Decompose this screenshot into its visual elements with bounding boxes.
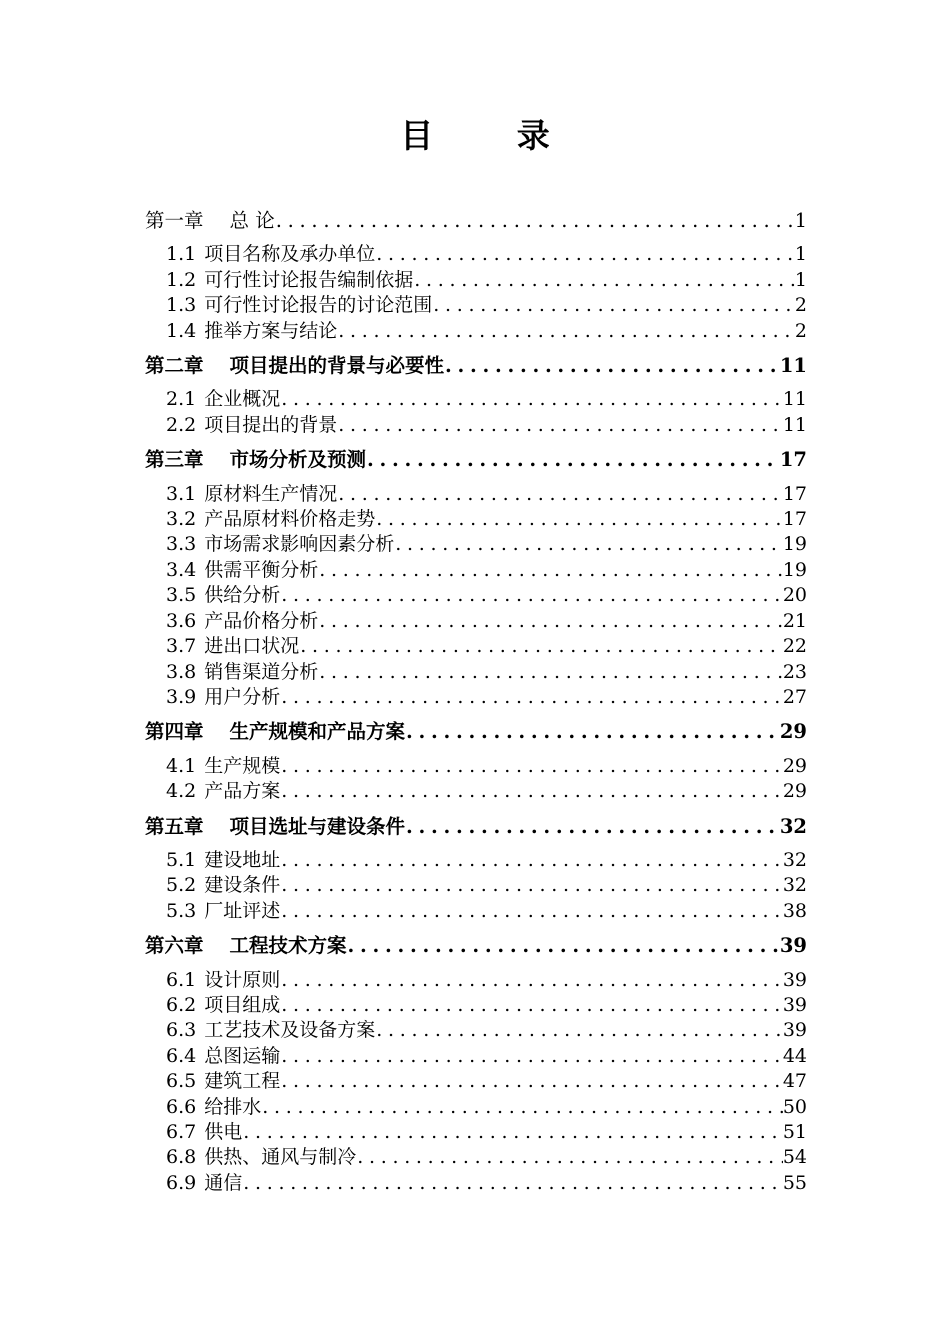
toc-chapter-entry[interactable] xyxy=(145,447,807,472)
toc-entry-title: 企业概况 xyxy=(204,388,281,411)
toc-entry-number: 3.4 xyxy=(166,558,197,581)
toc-section-entry[interactable] xyxy=(145,609,807,634)
toc-section-entry[interactable] xyxy=(145,558,807,583)
toc-entry-title: 生产规模和产品方案 xyxy=(229,720,406,744)
toc-dot-leader xyxy=(242,1120,783,1145)
toc-entry-title: 推举方案与结论 xyxy=(204,319,338,342)
toc-entry-label xyxy=(145,719,405,744)
toc-entry-title: 项目提出的背景与必要性 xyxy=(229,354,445,378)
toc-section-entry[interactable] xyxy=(145,293,807,318)
toc-page-number: 23 xyxy=(782,660,807,683)
toc-entry-number: 1.4 xyxy=(166,319,197,342)
toc-section-entry[interactable] xyxy=(145,242,807,267)
toc-section-entry[interactable] xyxy=(145,754,807,779)
toc-entry-label xyxy=(166,558,318,583)
toc-page-number: 32 xyxy=(779,814,807,838)
toc-entry-label xyxy=(166,413,337,438)
toc-dot-leader xyxy=(280,873,783,898)
toc-page-number: 17 xyxy=(779,448,807,472)
toc-entry-number: 2.2 xyxy=(166,413,197,436)
toc-page-number: 17 xyxy=(782,508,807,531)
toc-entry-number: 4.2 xyxy=(166,780,197,803)
toc-section-entry[interactable] xyxy=(145,968,807,993)
toc-page-number: 51 xyxy=(782,1121,807,1143)
toc-page-number: 47 xyxy=(782,1070,807,1093)
toc-entry-title: 项目名称及承办单位 xyxy=(204,243,376,266)
toc-dot-leader xyxy=(318,558,783,583)
toc-entry-title: 市场需求影响因素分析 xyxy=(204,533,395,556)
toc-dot-leader xyxy=(337,413,783,438)
toc-page-number: 22 xyxy=(782,635,807,658)
toc-entry-label xyxy=(166,1095,261,1120)
toc-section-entry[interactable] xyxy=(145,1171,807,1196)
toc-entry-number: 5.1 xyxy=(166,848,197,871)
toc-page-number: 17 xyxy=(782,482,807,505)
toc-entry-label xyxy=(166,848,280,873)
toc-entry-number: 3.2 xyxy=(166,508,197,531)
toc-section-entry[interactable] xyxy=(145,1145,807,1170)
table-of-contents xyxy=(145,208,807,1196)
toc-page-number: 2 xyxy=(794,294,807,317)
toc-entry-number: 1.1 xyxy=(166,243,197,266)
toc-dot-leader xyxy=(275,208,795,233)
page-title: 目 录 xyxy=(400,116,586,155)
toc-entry-label xyxy=(166,482,337,507)
toc-entry-title: 通信 xyxy=(204,1171,243,1194)
toc-entry-title: 销售渠道分析 xyxy=(204,660,319,683)
toc-entry-title: 总图运输 xyxy=(204,1044,281,1067)
toc-entry-label xyxy=(166,634,299,659)
toc-section-entry[interactable] xyxy=(145,873,807,898)
toc-dot-leader xyxy=(375,242,795,267)
toc-entry-number: 3.9 xyxy=(166,685,197,708)
toc-section-entry[interactable] xyxy=(145,583,807,608)
toc-page-number: 20 xyxy=(782,584,807,607)
toc-section-entry[interactable] xyxy=(145,848,807,873)
toc-section-entry[interactable] xyxy=(145,1018,807,1043)
toc-entry-title: 供需平衡分析 xyxy=(204,558,319,581)
toc-section-entry[interactable] xyxy=(145,899,807,924)
toc-page-number: 50 xyxy=(782,1095,807,1118)
toc-entry-number: 3.1 xyxy=(166,482,197,505)
toc-entry-number: 3.5 xyxy=(166,584,197,607)
toc-dot-leader xyxy=(337,319,795,344)
toc-entry-label xyxy=(145,208,275,233)
toc-entry-number: 4.1 xyxy=(166,754,197,777)
toc-section-entry[interactable] xyxy=(145,634,807,659)
toc-dot-leader xyxy=(375,1018,783,1043)
toc-entry-label xyxy=(166,968,280,993)
toc-dot-leader xyxy=(444,353,780,378)
toc-entry-title: 可行性讨论报告的讨论范围 xyxy=(204,294,433,317)
toc-dot-leader xyxy=(261,1095,783,1120)
toc-entry-label xyxy=(166,268,413,293)
toc-entry-title: 产品方案 xyxy=(204,780,281,803)
toc-entry-number: 3.6 xyxy=(166,609,197,632)
toc-dot-leader xyxy=(413,268,795,293)
toc-dot-leader xyxy=(366,447,780,472)
toc-entry-title: 工程技术方案 xyxy=(229,934,347,958)
toc-page-number: 39 xyxy=(782,968,807,991)
toc-dot-leader xyxy=(318,609,783,634)
toc-dot-leader xyxy=(280,779,783,804)
toc-page-number: 32 xyxy=(782,848,807,871)
toc-entry-number: 3.7 xyxy=(166,635,197,658)
toc-entry-number: 3.8 xyxy=(166,660,197,683)
toc-dot-leader xyxy=(242,1171,783,1196)
toc-section-entry[interactable] xyxy=(145,482,807,507)
toc-entry-title: 可行性讨论报告编制依据 xyxy=(204,268,414,291)
toc-entry-number: 第四章 xyxy=(145,720,204,744)
toc-entry-title: 供给分析 xyxy=(204,584,281,607)
toc-entry-title: 项目组成 xyxy=(204,993,281,1016)
toc-entry-number: 6.6 xyxy=(166,1095,197,1118)
toc-entry-label xyxy=(166,319,337,344)
toc-entry-label xyxy=(166,993,280,1018)
toc-dot-leader xyxy=(280,968,783,993)
toc-section-entry[interactable] xyxy=(145,532,807,557)
toc-entry-label xyxy=(166,1044,280,1069)
toc-page-number: 39 xyxy=(782,993,807,1016)
toc-entry-number: 2.1 xyxy=(166,388,197,411)
toc-entry-label xyxy=(145,447,366,472)
toc-entry-number: 6.3 xyxy=(166,1019,197,1042)
toc-entry-label xyxy=(166,507,375,532)
toc-entry-title: 厂址评述 xyxy=(204,899,281,922)
toc-entry-title: 建设条件 xyxy=(204,874,281,897)
toc-entry-number: 第一章 xyxy=(145,209,204,232)
toc-page-number: 27 xyxy=(782,685,807,708)
toc-entry-title: 项目选址与建设条件 xyxy=(229,814,406,838)
toc-entry-label xyxy=(166,1171,242,1196)
toc-page-number: 55 xyxy=(782,1171,807,1194)
toc-page-number: 32 xyxy=(782,874,807,897)
toc-entry-number: 5.3 xyxy=(166,899,197,922)
toc-dot-leader xyxy=(432,293,795,318)
toc-entry-number: 6.4 xyxy=(166,1044,197,1067)
toc-entry-label xyxy=(145,353,444,378)
toc-page-number: 39 xyxy=(782,1019,807,1042)
toc-entry-title: 产品价格分析 xyxy=(204,609,319,632)
toc-entry-number: 6.8 xyxy=(166,1146,197,1169)
toc-section-entry[interactable] xyxy=(145,1044,807,1069)
toc-section-entry[interactable] xyxy=(145,1120,807,1145)
toc-section-entry[interactable] xyxy=(145,1095,807,1120)
toc-chapter-entry[interactable] xyxy=(145,208,807,233)
toc-entry-number: 第三章 xyxy=(145,448,204,472)
toc-entry-label xyxy=(166,1018,375,1043)
toc-chapter-entry[interactable] xyxy=(145,814,807,839)
toc-page-number: 11 xyxy=(782,388,807,411)
toc-dot-leader xyxy=(280,583,783,608)
toc-dot-leader xyxy=(337,482,783,507)
toc-page-number: 19 xyxy=(782,558,807,581)
toc-dot-leader xyxy=(405,814,780,839)
toc-entry-number: 1.3 xyxy=(166,294,197,317)
toc-dot-leader xyxy=(356,1145,783,1170)
toc-dot-leader xyxy=(280,1044,783,1069)
toc-section-entry[interactable] xyxy=(145,660,807,685)
toc-section-entry[interactable] xyxy=(145,507,807,532)
toc-entry-title: 用户分析 xyxy=(204,685,281,708)
toc-entry-number: 5.2 xyxy=(166,874,197,897)
toc-entry-number: 6.7 xyxy=(166,1121,197,1143)
toc-page-number: 11 xyxy=(782,413,807,436)
toc-dot-leader xyxy=(280,993,783,1018)
toc-dot-leader xyxy=(347,933,780,958)
toc-page-number: 11 xyxy=(779,354,807,378)
toc-dot-leader xyxy=(280,685,783,710)
toc-entry-label xyxy=(145,933,347,958)
toc-entry-title: 设计原则 xyxy=(204,968,281,991)
toc-dot-leader xyxy=(375,507,783,532)
toc-entry-label xyxy=(166,1120,242,1145)
toc-section-entry[interactable] xyxy=(145,993,807,1018)
toc-entry-label xyxy=(166,532,394,557)
toc-page-number: 1 xyxy=(794,243,807,266)
toc-entry-label xyxy=(166,754,280,779)
toc-entry-label xyxy=(166,779,280,804)
toc-entry-label xyxy=(166,387,280,412)
toc-entry-title: 项目提出的背景 xyxy=(204,413,338,436)
toc-section-entry[interactable] xyxy=(145,685,807,710)
toc-entry-label xyxy=(166,1069,280,1094)
toc-entry-number: 6.5 xyxy=(166,1070,197,1093)
toc-entry-title: 工艺技术及设备方案 xyxy=(204,1019,376,1042)
toc-entry-label xyxy=(166,685,280,710)
toc-entry-label xyxy=(166,242,375,267)
toc-entry-label xyxy=(166,583,280,608)
toc-section-entry[interactable] xyxy=(145,779,807,804)
toc-entry-title: 市场分析及预测 xyxy=(229,448,367,472)
toc-entry-label xyxy=(166,899,280,924)
toc-entry-number: 第六章 xyxy=(145,934,204,958)
toc-dot-leader xyxy=(280,848,783,873)
toc-entry-label xyxy=(166,873,280,898)
toc-entry-title: 原材料生产情况 xyxy=(204,482,338,505)
toc-entry-label xyxy=(166,1145,356,1170)
toc-entry-number: 6.9 xyxy=(166,1171,197,1194)
toc-page-number: 44 xyxy=(782,1044,807,1067)
toc-dot-leader xyxy=(280,387,783,412)
toc-dot-leader xyxy=(280,754,783,779)
toc-entry-number: 第五章 xyxy=(145,814,204,838)
toc-page-number: 29 xyxy=(782,754,807,777)
toc-page-number: 54 xyxy=(782,1146,807,1169)
toc-entry-number: 3.3 xyxy=(166,533,197,556)
toc-entry-number: 第二章 xyxy=(145,354,204,378)
toc-entry-label xyxy=(166,660,318,685)
toc-dot-leader xyxy=(318,660,783,685)
toc-entry-number: 6.1 xyxy=(166,968,197,991)
toc-entry-title: 建筑工程 xyxy=(204,1070,281,1093)
toc-entry-title: 供热、通风与制冷 xyxy=(204,1146,357,1169)
toc-section-entry[interactable] xyxy=(145,1069,807,1094)
toc-dot-leader xyxy=(280,899,783,924)
toc-dot-leader xyxy=(405,719,780,744)
toc-dot-leader xyxy=(299,634,783,659)
toc-entry-title: 产品原材料价格走势 xyxy=(204,508,376,531)
toc-entry-title: 进出口状况 xyxy=(204,635,300,658)
toc-section-entry[interactable] xyxy=(145,268,807,293)
toc-page-number: 29 xyxy=(779,720,807,744)
toc-dot-leader xyxy=(280,1069,783,1094)
toc-page-number: 29 xyxy=(782,780,807,803)
toc-page-number: 1 xyxy=(794,268,807,291)
toc-entry-label xyxy=(166,293,432,318)
toc-section-entry[interactable] xyxy=(145,387,807,412)
toc-page-number: 2 xyxy=(794,319,807,342)
toc-entry-label xyxy=(166,609,318,634)
toc-chapter-entry[interactable] xyxy=(145,353,807,378)
toc-entry-title: 生产规模 xyxy=(204,754,281,777)
toc-chapter-entry[interactable] xyxy=(145,933,807,958)
toc-entry-number: 1.2 xyxy=(166,268,197,291)
toc-page-number: 19 xyxy=(782,533,807,556)
toc-page-number: 39 xyxy=(779,934,807,958)
toc-chapter-entry[interactable] xyxy=(145,719,807,744)
toc-page-number: 1 xyxy=(794,209,807,232)
toc-section-entry[interactable] xyxy=(145,319,807,344)
toc-section-entry[interactable] xyxy=(145,413,807,438)
toc-entry-title: 建设地址 xyxy=(204,848,281,871)
toc-entry-title: 总 论 xyxy=(229,209,275,232)
toc-page-number: 21 xyxy=(782,609,807,632)
toc-entry-label xyxy=(145,814,405,839)
toc-entry-title: 供电 xyxy=(204,1121,243,1143)
toc-entry-number: 6.2 xyxy=(166,993,197,1016)
toc-dot-leader xyxy=(394,532,783,557)
toc-page-number: 38 xyxy=(782,899,807,922)
toc-entry-title: 给排水 xyxy=(204,1095,262,1118)
